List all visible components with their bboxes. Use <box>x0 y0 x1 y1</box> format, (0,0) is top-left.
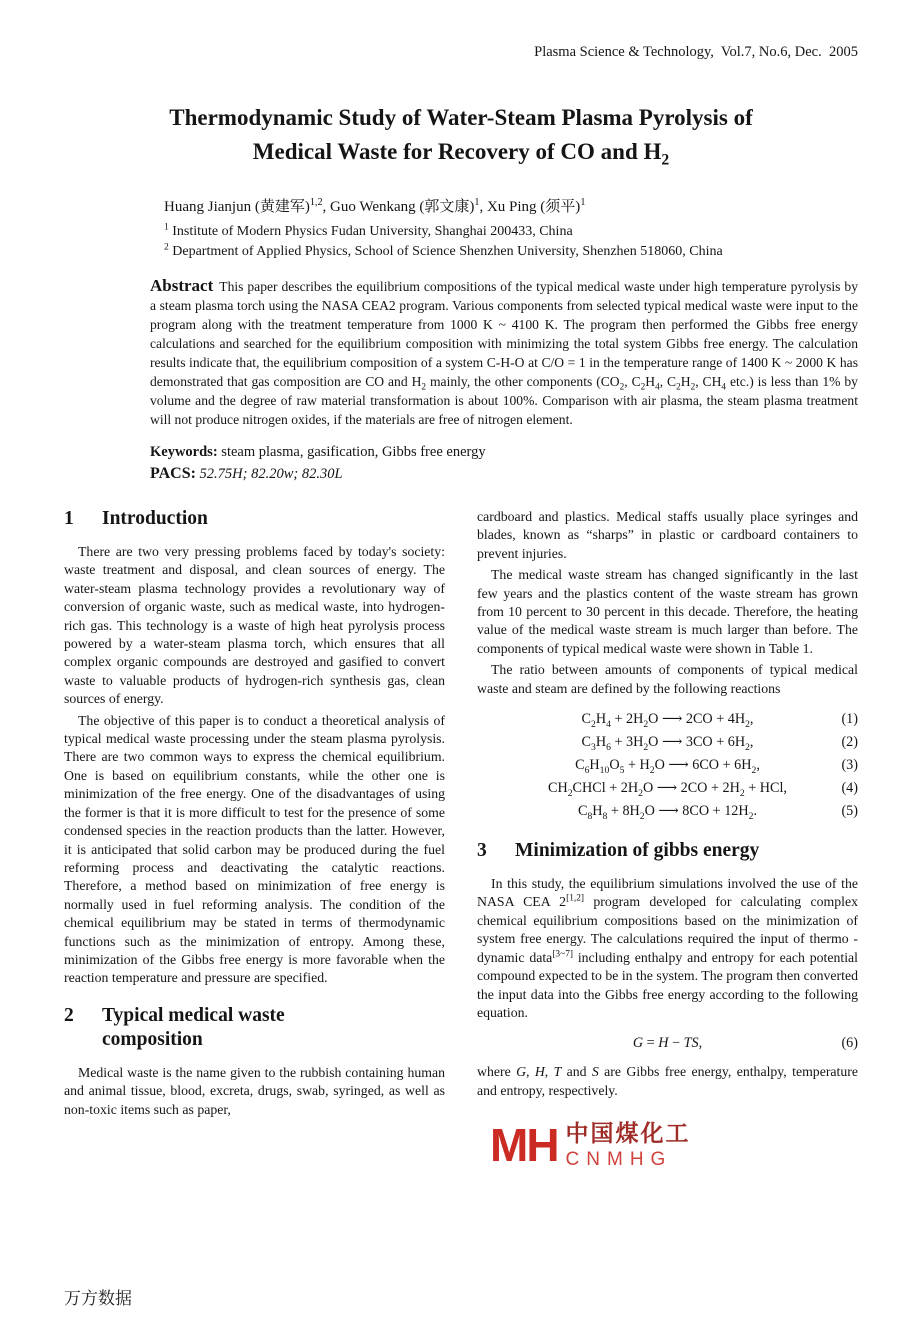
equation-3-number: (3) <box>841 757 858 774</box>
keywords-line <box>150 441 858 463</box>
title-line-1: Thermodynamic Study of Water-Steam Plasma Pyrolysis of <box>169 105 753 130</box>
ratio-paragraph: The ratio between amounts of components of typical medical waste and steam are defined by the following reactions <box>477 662 858 696</box>
section-3-paragraph-1: In this study, the equilibrium simulations involved the use of the NASA CEA 2[1,2] program developed for calculating complex chemical equilibrium compositions based on the minimization of system free energy. The calculations required the input of thermo -dynamic data[3~7] including enthalpy and entropy for each potential compound expected to be in the system. The program then converted the input data into the Gibbs free energy according to the following equation. <box>477 876 859 1020</box>
equation-5-body: $C_8H_8 + 8H_2O$ ⟶ $8CO + 12H_2$. <box>577 803 758 822</box>
section-1-heading <box>64 507 445 531</box>
equation-2 <box>477 731 858 754</box>
abstract-paragraph <box>150 276 858 429</box>
section-2-title <box>102 1004 445 1052</box>
intro-paragraph-1: There are two very pressing problems faced by today's society: waste treatment and disposal, and clean sources of energy. The water-steam plasma technology provides a revolutionary way of conversion of organic waste, such as medical waste, into hydrogen-rich gas. This technology is a waste of high heat pyrolysis process powered by a water-steam plasma torch, which ensures that all complex organic compounds are destroyed and gasified to convert waste to valuable products of hydrogen-rich synthesis gas, clean sources of energy. <box>64 544 445 707</box>
authors-line: Huang Jianjun (黄建军)$^{1,2}$, Guo Wenkang (郭文康)$^1$, Xu Ping (须平)$^1$ <box>164 197 586 215</box>
intro-paragraph-2: The objective of this paper is to conduct a theoretical analysis of typical medical waste processing under the steam plasma pyrolysis. There are two common ways to express the chemical equilibrium. One is based on equilibrium constants, while the other one is minimization of the free energy. One of the disadvantages of using the former is that it is more difficult to test for the presence of some condensed species in the reaction products than the latter. However, it is anticipated that solid carbon may be produced during the fuel reforming process and deactivating the catalytic reactions. Therefore, a method based on minimization of free energy is normally used in fuel reforming analysis. The condition of the chemical equilibrium may be stated in terms of thermodynamic functions such as the minimization of entropy. Among these, minimization of the Gibbs free energy is more favorable when the reaction temperature and pressure are specified. <box>64 712 445 986</box>
equation-6-body: G = H − TS, <box>632 1035 703 1052</box>
section-1-number: 1 <box>64 508 74 529</box>
equation-6 <box>477 1032 858 1055</box>
equation-4-number: (4) <box>841 780 858 797</box>
equation-6-number: (6) <box>841 1035 858 1052</box>
section-3-number: 3 <box>477 840 487 862</box>
watermark-text-block <box>566 1120 691 1172</box>
equation-2-body: $C_3H_6 + 3H_2O$ ⟶ $3CO + 6H_2$, <box>581 734 754 753</box>
equation-3-body: $C_6H_{10}O_5 + H_2O$ ⟶ $6CO + 6H_2$, <box>575 757 760 776</box>
section-2-title-line-1: Typical medical waste <box>102 1004 285 1026</box>
affiliation-1: $^1$ Institute of Modern Physics Fudan University, Shanghai 200433, China <box>164 222 573 239</box>
where-clause-paragraph: where G, H, T and S are Gibbs free energy, enthalpy, temperature and entropy, respectively. <box>477 1064 858 1098</box>
continuation-paragraph: cardboard and plastics. Medical staffs usually place syringes and blades, known as “sharps” in plastic or cardboard containers to prevent injuries. <box>477 509 858 561</box>
section-2-title-line-2: composition <box>102 1028 203 1050</box>
keywords-text: steam plasma, gasification, Gibbs free energy <box>217 444 486 460</box>
title-line-2: Medical Waste for Recovery of CO and $H_2$ <box>252 139 670 169</box>
cnmhg-logo-icon: MH <box>490 1119 558 1172</box>
equation-5 <box>477 800 858 823</box>
keywords-label: Keywords: <box>150 444 218 460</box>
equation-1 <box>477 708 858 731</box>
affiliation-2: $^2$ Department of Applied Physics, School of Science Shenzhen University, Shenzhen 518060, China <box>164 242 723 259</box>
watermark-latin-text: CNMHG <box>565 1149 673 1170</box>
section-2-paragraph-1: Medical waste is the name given to the rubbish containing human and animal tissue, blood, excreta, drugs, swab, syringed, as well as non-toxic items such as paper, <box>64 1064 445 1117</box>
watermark-chinese-text: 中国煤化工 <box>565 1121 691 1146</box>
section-1-title: Introduction <box>102 508 208 529</box>
section-2-heading <box>64 1004 445 1052</box>
pacs-line <box>150 463 858 485</box>
left-column <box>64 505 445 1119</box>
abstract-text: This paper describes the equilibrium compositions of the typical medical waste under high temperature pyrolysis by a steam plasma torch using the NASA CEA2 program. Various components from selected typical medical waste were input to the program along with the treatment temperature from 1000 K ~ 4100 K. The program then performed the Gibbs free energy calculations and searched for the equilibrium composition with minimizing the total system Gibbs free energy. The calculation results indicate that, the equilibrium composition of a system C-H-O at C/O = 1 in the temperature range of 1400 K ~ 2000 K has demonstrated that gas composition are CO and $H_2$ mainly, the other components ($CO_2$, $C_2H_4$, $C_2H_2$, $CH_4$ etc.) is less than 1% by volume and the degree of raw material transformation is about 100%. Comparison with air plasma, the steam plasma treatment will not produce nitrogen oxides, if the materials are free of nitrogen element. <box>150 279 858 427</box>
equation-5-number: (5) <box>841 803 858 820</box>
pacs-label: PACS: <box>150 465 196 482</box>
pacs-text: 52.75H; 82.20w; 82.30L <box>195 466 343 482</box>
equation-1-number: (1) <box>841 711 858 728</box>
journal-header: Plasma Science & Technology, Vol.7, No.6, Dec. 2005 <box>534 44 858 60</box>
wanfang-data-watermark: 万方数据 <box>64 1289 132 1308</box>
affiliations <box>164 222 814 262</box>
right-column <box>477 505 858 1119</box>
equation-4 <box>477 777 858 800</box>
waste-stream-paragraph: The medical waste stream has changed significantly in the last few years and the plastics content of the waste stream has grown from 10 percent to 30 percent in this decade. Therefore, the heating value of the medical waste stream is much larger than before. The components of typical medical waste were shown in Table 1. <box>477 567 858 656</box>
equation-4-body: $CH_2CHCl + 2H_2O$ ⟶ $2CO + 2H_2$ + HCl, <box>548 780 787 799</box>
cnmhg-watermark <box>490 1106 732 1186</box>
paper-title <box>64 101 858 169</box>
section-3-title: Minimization of gibbs energy <box>515 840 760 862</box>
section-2-number: 2 <box>64 1004 74 1026</box>
section-3-heading <box>477 839 858 863</box>
reaction-equations <box>477 708 858 823</box>
equation-1-body: $C_2H_4 + 2H_2O$ ⟶ $2CO + 4H_2$, <box>581 711 754 730</box>
two-column-body <box>64 505 858 1119</box>
equation-2-number: (2) <box>841 734 858 751</box>
abstract-label: Abstract <box>150 276 214 295</box>
equation-3 <box>477 754 858 777</box>
